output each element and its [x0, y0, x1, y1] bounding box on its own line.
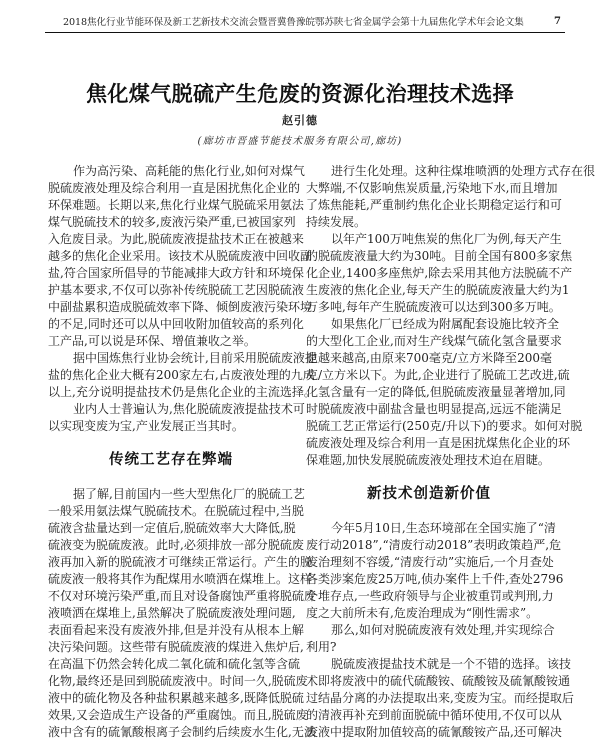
spacer	[48, 435, 294, 452]
text-line: 废液中提取附加值较高的硫氰酸铵产品,还可解决	[306, 725, 562, 739]
text-line: 硫液变为脱硫废液。此时,必须排放一部分脱硫废	[48, 538, 304, 552]
section-heading: 传统工艺存在弊端	[109, 452, 233, 468]
spacer	[48, 469, 294, 486]
text-line: 万多吨,每年产生脱硫废液可以达到300多万吨。	[306, 300, 561, 314]
text-line: 各类涉案危废25万吨,侦办案件上千件,查处2796	[306, 572, 564, 586]
paragraph	[306, 316, 583, 469]
text-line: 过结晶分离的办法提取出来,变废为宝。而经提取后	[306, 691, 574, 705]
text-line: 液再加入新的脱硫液才可继续正常运行。产生的脱	[48, 555, 313, 569]
text-line: 中副盐累积造成脱硫效率下降、倾倒废液污染环境	[48, 300, 313, 314]
text-line: 硫液含盐量达到一定值后,脱硫效率大大降低,脱	[48, 521, 296, 535]
text-line: 化物,最终还是回到脱硫废液中。时间一久,脱硫废	[48, 674, 308, 688]
text-line: 液喷洒在煤堆上,虽然解决了脱硫废液处理问题,	[48, 606, 296, 620]
article-author: 赵引德	[282, 114, 318, 127]
text-line: 克/立方米以下。为此,企业进行了脱硫工艺改进,硫	[306, 368, 570, 382]
header-rule	[45, 32, 565, 33]
text-line: 据中国炼焦行业协会统计,目前采用脱硫废液提	[73, 351, 317, 365]
text-line: 一般采用氨法煤气脱硫技术。在脱硫过程中,当脱	[48, 504, 304, 518]
text-line: 脱硫废液处理及综合利用一直是困扰焦化企业的	[48, 181, 301, 195]
running-header	[45, 12, 565, 30]
paragraph	[306, 656, 574, 741]
paragraph	[48, 163, 313, 350]
text-line: 今年5月10日,生态环境部在全国实施了“清	[331, 521, 556, 535]
running-header-text: 2018焦化行业节能环保及新工艺新技术交流会暨晋冀鲁豫皖鄂苏陕七省金属学会第十九届焦化学术年会论文集	[63, 17, 524, 28]
paragraph	[48, 401, 305, 435]
spacer	[306, 503, 552, 520]
text-line: 不仅对环境污染严重,而且对设备腐蚀严重将脱硫废	[48, 589, 316, 603]
text-line: 盐的焦化企业大概有200家左右,占废液处理的九成	[48, 368, 315, 382]
text-line: 环保难题。长期以来,焦化行业煤气脱硫采用氨法	[48, 198, 304, 212]
text-line: 了炼焦能耗,严重制约焦化企业长期稳定运行和可	[306, 198, 562, 212]
text-line: 液中的硫化物及各种盐积累越来越多,既降低脱硫	[48, 691, 304, 705]
text-line: 个堆存点,一些政府领导与企业被重罚或判刑,力	[306, 589, 554, 603]
left-column	[48, 163, 317, 741]
paragraph	[306, 520, 564, 622]
text-line: 据了解,目前国内一些大型焦化厂的脱硫工艺	[73, 487, 305, 501]
text-line: 以年产100万吨焦炭的焦化厂为例,每天产生	[331, 232, 562, 246]
text-line: 的清液再补充到前面脱硫中循环使用,不仅可以从	[306, 708, 562, 722]
text-line: 时脱硫废液中副盐含量也明显提高,远远不能满足	[306, 402, 562, 416]
section-heading: 新技术创造新价值	[367, 486, 491, 502]
text-line: 保难题,加快发展脱硫废液处理技术迫在眉睫。	[306, 453, 550, 467]
text-line: 大弊端,不仅影响焦炭质量,污染地下水,而且增加	[306, 181, 558, 195]
text-line: 盐,符合国家所倡导的节能减排大政方针和环境保	[48, 266, 304, 280]
article-title: 焦化煤气脱硫产生危废的资源化治理技术选择	[86, 82, 514, 106]
text-line: 效果,又会造成生产设备的严重腐蚀。而且,脱硫废	[48, 708, 308, 722]
paragraph	[48, 350, 317, 401]
author-affiliation: (廊坊市晋盛节能技术服务有限公司,廊坊)	[197, 136, 403, 147]
text-line: 脱硫废液提盐技术就是一个不错的选择。该技	[331, 657, 572, 671]
text-line: 废行动2018”,“清废行动2018”表明政策趋严,危	[306, 538, 562, 552]
text-line: 如果焦化厂已经成为附属配套设施比较齐全	[331, 317, 560, 331]
text-line: 表面看起来没有废液外排,但是并没有从根本上解	[48, 623, 304, 637]
text-line: 的脱硫废液量大约为30吨。目前全国有800多家焦	[306, 249, 573, 263]
paragraph	[306, 163, 596, 231]
text-line: 化企业,1400多座焦炉,除去采用其他方法脱硫不产	[306, 266, 573, 280]
text-line: 煤气脱硫技术的较多,废液污染严重,已被国家列	[48, 215, 296, 229]
spacer	[306, 469, 552, 486]
paragraph	[48, 486, 316, 741]
text-line: 术即将废液中的硫代硫酸铵、硫酸铵及硫氰酸铵通	[306, 674, 571, 688]
text-line: 入危废目录。为此,脱硫废液提盐技术正在被越来	[48, 232, 304, 246]
text-line: 护基本要求,不仅可以弥补传统脱硫工艺因脱硫液	[48, 283, 304, 297]
page-number: 7	[554, 15, 561, 27]
text-line: 废治理刻不容缓,“清废行动”实施后,一个月查处	[306, 555, 554, 569]
text-line: 硫废液一般将其作为配煤用水喷洒在煤堆上。这样	[48, 572, 313, 586]
text-line: 持续发展。	[306, 215, 367, 229]
text-line: 那么,如何对脱硫废液有效处理,并实现综合	[331, 623, 555, 637]
text-line: 度之大前所未有,危废治理成为“刚性需求”。	[306, 606, 539, 620]
text-line: 的不足,同时还可以从中回收附加值较高的系列化	[48, 317, 304, 331]
text-line: 脱硫工艺正常运行(250克/升以下)的要求。如何对脱	[306, 419, 583, 433]
text-line: 以实现变废为宝,产业发展正当其时。	[48, 419, 244, 433]
text-line: 也越来越高,由原来700毫克/立方米降至200毫	[306, 351, 552, 365]
paragraph	[306, 231, 573, 316]
text-line: 决污染问题。这些带有脱硫废液的煤进入焦炉后,	[48, 640, 304, 654]
text-line: 工产品,可以说是环保、增值兼收之举。	[48, 334, 256, 348]
text-line: 液中含有的硫氰酸根离子会制约后续废水生化,无法	[48, 725, 316, 739]
right-column	[306, 163, 596, 741]
paragraph	[306, 622, 555, 656]
text-line: 进行生化处理。这种往煤堆喷洒的处理方式存在很	[331, 164, 596, 178]
text-line: 生废液的焦化企业,每天产生的脱硫废液量大约为1	[306, 283, 570, 297]
text-line: 作为高污染、高耗能的焦化行业,如何对煤气	[73, 164, 305, 178]
text-line: 化氢含量有一定的降低,但脱硫废液量显著增加,同	[306, 385, 566, 399]
text-line: 的大型化工企业,而对生产线煤气硫化氢含量要求	[306, 334, 562, 348]
text-line: 利用?	[306, 640, 337, 654]
text-line: 以上,充分说明提盐技术仍是焦化企业的主流选择。	[48, 385, 316, 399]
text-line: 业内人士普遍认为,焦化脱硫废液提盐技术可	[73, 402, 305, 416]
text-line: 硫废液处理及综合利用一直是困扰煤焦化企业的环	[306, 436, 571, 450]
text-line: 在高温下仍然会转化成二氧化硫和硫化氢等含硫	[48, 657, 301, 671]
text-line: 越多的焦化企业采用。该技术从脱硫废液中回收副	[48, 249, 313, 263]
